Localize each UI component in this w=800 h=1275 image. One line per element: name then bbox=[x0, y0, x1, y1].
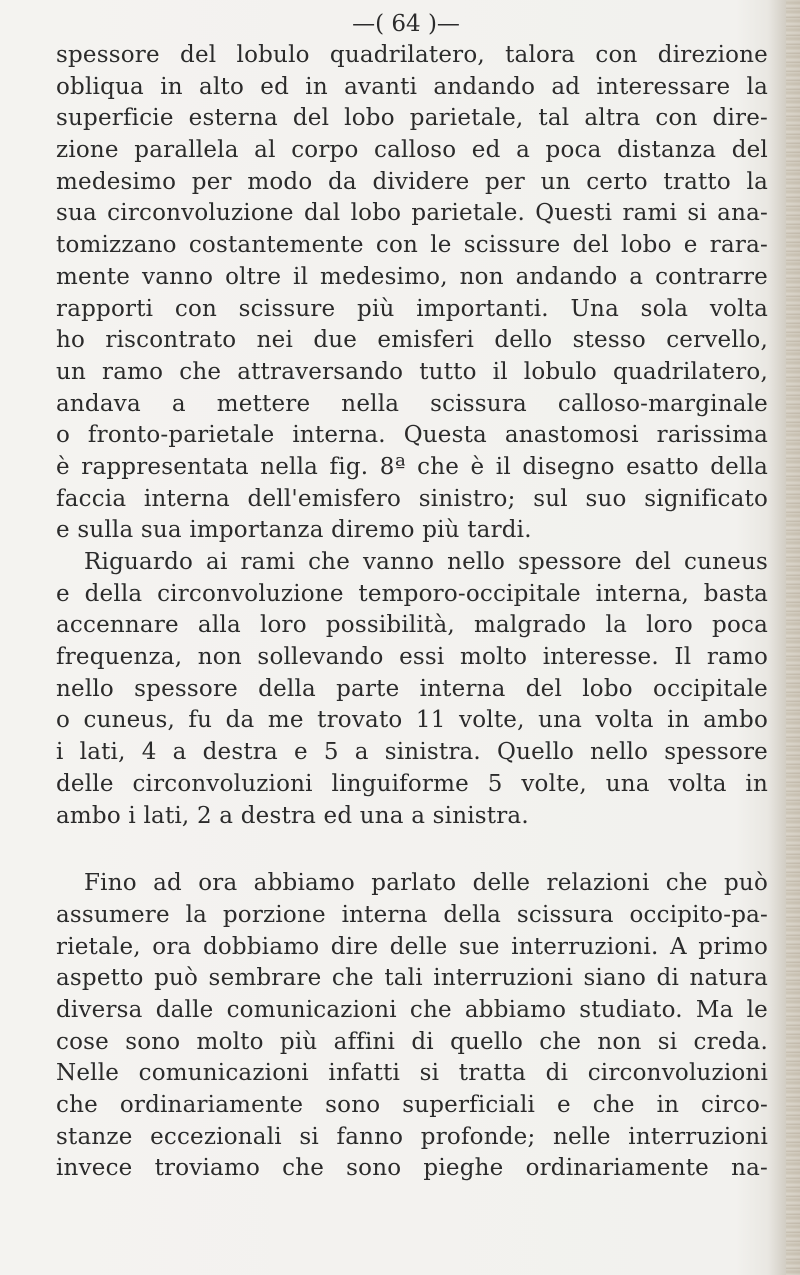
text-line: che ordinariamente sono superficiali e che in circo- bbox=[56, 1092, 768, 1118]
text-line: Nelle comunicazioni infatti si tratta di circonvoluzioni bbox=[56, 1060, 768, 1087]
text-line: assumere la porzione interna della scissura occipito-pa- bbox=[56, 901, 768, 928]
text-line: stanze eccezionali si fanno profonde; nelle interruzioni bbox=[56, 1123, 768, 1150]
text-line: mente vanno oltre il medesimo, non andando a contrarre bbox=[56, 263, 768, 290]
text-line: Riguardo ai rami che vanno nello spessore del cuneus bbox=[84, 549, 768, 575]
text-line: Fino ad ora abbiamo parlato delle relazioni che può bbox=[84, 870, 768, 897]
text-line: un ramo che attraversando tutto il lobulo quadrilatero, bbox=[56, 358, 768, 385]
text-line: ho riscontrato nei due emisferi dello stesso cervello, bbox=[56, 327, 768, 354]
page-number-header: —( 64 )— bbox=[352, 11, 460, 37]
text-line: frequenza, non sollevando essi molto interesse. Il ramo bbox=[56, 644, 768, 671]
text-line: faccia interna dell'emisfero sinistro; sul suo significato bbox=[56, 485, 768, 512]
text-line: aspetto può sembrare che tali interruzioni siano di natura bbox=[56, 965, 768, 992]
text-line: cose sono molto più affini di quello che non si creda. bbox=[56, 1028, 768, 1055]
book-spine-edge bbox=[786, 0, 800, 1275]
text-line: ambo i lati, 2 a destra ed una a sinistra. bbox=[56, 802, 529, 829]
text-line: rapporti con scissure più importanti. Una sola volta bbox=[56, 295, 768, 322]
page-text bbox=[56, 8, 768, 1185]
text-line: sua circonvoluzione dal lobo parietale. Questi rami si ana- bbox=[56, 200, 768, 227]
text-line: andava a mettere nella scissura calloso-marginale bbox=[56, 390, 768, 417]
paragraph-1 bbox=[56, 40, 768, 547]
text-line: delle circonvoluzioni linguiforme 5 volte, una volta in bbox=[56, 770, 768, 797]
text-line: i lati, 4 a destra e 5 a sinistra. Quello nello spessore bbox=[56, 739, 768, 766]
text-line: è rappresentata nella fig. 8ª che è il disegno esatto della bbox=[56, 453, 768, 480]
text-line: nello spessore della parte interna del lobo occipitale bbox=[56, 675, 768, 702]
text-line: o fronto-parietale interna. Questa anastomosi rarissima bbox=[56, 422, 768, 449]
paragraph-2 bbox=[56, 547, 768, 832]
text-line: tomizzano costantemente con le scissure del lobo e rara- bbox=[56, 232, 768, 259]
text-line: rietale, ora dobbiamo dire delle sue interruzioni. A primo bbox=[56, 933, 768, 960]
text-line: superficie esterna del lobo parietale, tal altra con dire- bbox=[56, 105, 768, 132]
text-line: zione parallela al corpo calloso ed a poca distanza del bbox=[56, 137, 768, 164]
text-line: medesimo per modo da dividere per un certo tratto la bbox=[56, 168, 768, 195]
paragraph-3 bbox=[56, 868, 768, 1185]
text-line: accennare alla loro possibilità, malgrado la loro poca bbox=[56, 612, 768, 639]
text-line: diversa dalle comunicazioni che abbiamo studiato. Ma le bbox=[56, 996, 768, 1023]
text-line: invece troviamo che sono pieghe ordinariamente na- bbox=[56, 1155, 768, 1182]
text-line: o cuneus, fu da me trovato 11 volte, una volta in ambo bbox=[56, 707, 768, 734]
text-line: e sulla sua importanza diremo più tardi. bbox=[56, 517, 532, 544]
paragraph-gap bbox=[56, 832, 768, 868]
text-line: obliqua in alto ed in avanti andando ad interessare la bbox=[56, 73, 768, 100]
text-line: spessore del lobulo quadrilatero, talora con direzione bbox=[56, 42, 768, 68]
text-line: e della circonvoluzione temporo-occipitale interna, basta bbox=[56, 580, 768, 607]
